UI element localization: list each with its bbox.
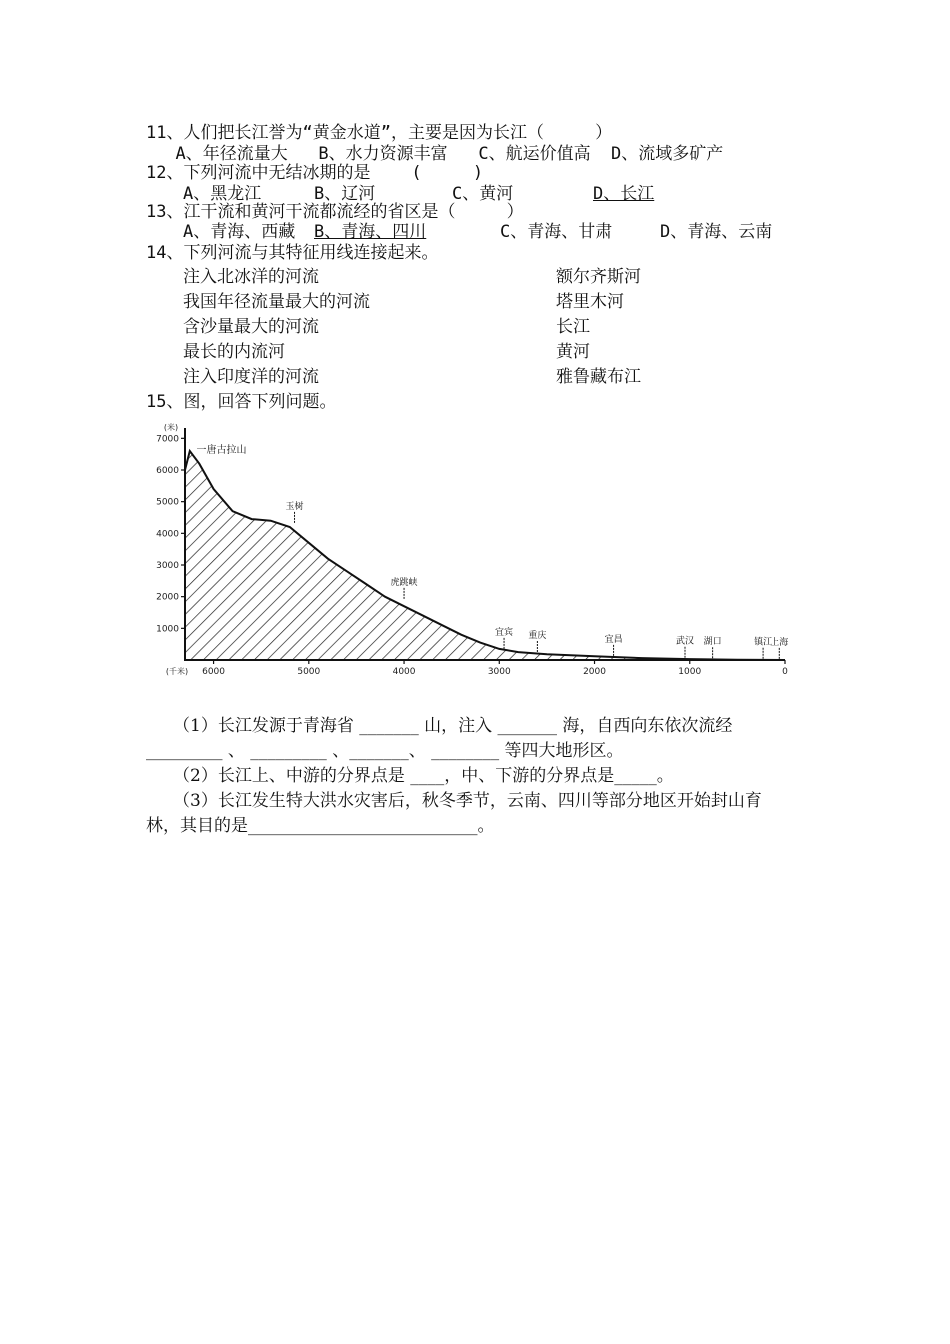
x-axis-label: (千米): [165, 667, 189, 676]
q11-options: A、年径流量大 B、水力资源丰富 C、航运价值高 D、流域多矿产: [155, 144, 724, 164]
q14-river-5: 雅鲁藏布江: [556, 367, 641, 387]
q14-river-2: 塔里木河: [556, 292, 624, 312]
q14-feature-4: 最长的内流河: [183, 342, 285, 362]
q15-sub2: （2）长江上、中游的分界点是 ____，中、下游的分界点是_____。: [173, 766, 674, 786]
q14-stem: 14、下列河流与其特征用线连接起来。: [146, 243, 439, 263]
y-tick-label: 3000: [156, 561, 179, 571]
q14-feature-2: 我国年径流量最大的河流: [183, 292, 370, 312]
x-tick-label: 5000: [297, 667, 321, 677]
x-tick-label: 4000: [392, 667, 416, 677]
annotation-label: 宜昌: [604, 634, 623, 645]
q14-river-3: 长江: [556, 317, 590, 337]
q15-sub3-line-a: （3）长江发生特大洪水灾害后，秋冬季节，云南、四川等部分地区开始封山育: [173, 791, 762, 811]
y-tick-label: 2000: [156, 592, 179, 603]
profile-area: [185, 451, 785, 660]
y-tick-label: 7000: [156, 434, 179, 445]
y-tick-label: 6000: [156, 466, 179, 476]
q14-river-4: 黄河: [556, 342, 590, 362]
q15-sub1-line-a: （1）长江发源于青海省 _______ 山，注入 _______ 海，自西向东依次流经: [173, 716, 733, 736]
y-tick-label: 1000: [156, 624, 179, 635]
x-tick-label: 1000: [678, 667, 702, 677]
q12-option-b: B、辽河: [314, 184, 376, 204]
x-tick-label: 6000: [202, 667, 226, 677]
q14-river-1: 额尔齐斯河: [556, 267, 641, 287]
q13-option-c: C、青海、甘肃: [500, 222, 613, 242]
annotation-label: 武汉: [675, 636, 695, 647]
yangtze-longitudinal-profile-chart: [150, 420, 800, 690]
q12-option-d: D、长江: [593, 184, 655, 204]
q15-sub3-line-b: 林，其目的是___________________________。: [146, 816, 495, 836]
q14-feature-5: 注入印度洋的河流: [183, 367, 319, 387]
y-tick-label: 4000: [156, 529, 179, 540]
q13-option-a: A、青海、西藏: [183, 222, 296, 242]
annotation-label: 湖口: [703, 637, 722, 648]
y-tick-label: 5000: [156, 497, 179, 508]
q13-option-d: D、青海、云南: [660, 222, 773, 242]
annotation-label: 虎跳峡: [390, 577, 418, 588]
q11-stem: 11、人们把长江誉为“黄金水道”，主要是因为长江（ ）: [146, 123, 613, 143]
annotation-label: 重庆: [528, 631, 547, 642]
x-tick-label: 2000: [583, 667, 606, 677]
annotation-label: 镇江: [754, 637, 773, 648]
q13-stem: 13、江干流和黄河干流都流经的省区是（ ）: [146, 202, 524, 222]
x-tick-label: 3000: [487, 667, 511, 677]
q15-sub1-line-b: _________ 、 _________ 、_______、 ________ 等四大地形区。: [146, 741, 624, 761]
q15-stem: 15、图，回答下列问题。: [146, 392, 337, 412]
q14-feature-3: 含沙量最大的河流: [183, 317, 319, 337]
annotation-label: 宜宾: [495, 627, 514, 638]
q12-option-c: C、黄河: [452, 184, 514, 204]
q13-option-b: B、青海、四川: [314, 222, 427, 242]
annotation-label: 上海: [770, 637, 789, 648]
annotation-label: 玉树: [285, 501, 304, 512]
q12-option-a: A、黑龙江: [183, 184, 262, 204]
q12-stem: 12、下列河流中无结冰期的是 ( ): [146, 163, 484, 183]
annotation-label: 一唐古拉山: [196, 445, 247, 456]
q14-feature-1: 注入北冰洋的河流: [183, 267, 319, 287]
x-tick-label: 0: [782, 667, 788, 677]
y-axis-label: (米): [163, 423, 179, 432]
